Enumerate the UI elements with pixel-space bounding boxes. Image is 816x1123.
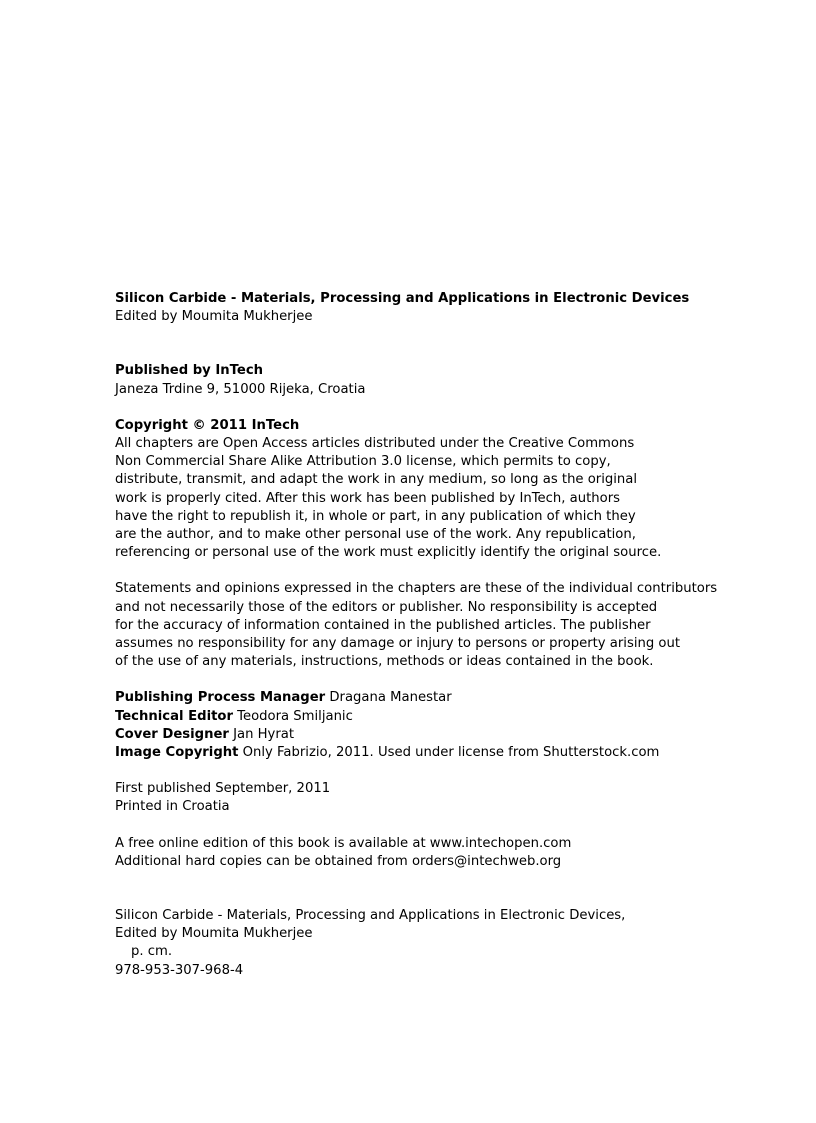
- first-published: First published September, 2011: [115, 781, 331, 797]
- copyright-line: All chapters are Open Access articles distributed under the Creative Commons: [115, 436, 635, 452]
- copyright-line: referencing or personal use of the work must explicitly identify the original source.: [115, 545, 662, 561]
- disclaimer-line: of the use of any materials, instructions, methods or ideas contained in the book.: [115, 654, 654, 670]
- disclaimer-line: Statements and opinions expressed in the chapters are these of the individual contributors: [115, 581, 718, 597]
- book-title: Silicon Carbide - Materials, Processing and Applications in Electronic Devices: [115, 291, 690, 306]
- credit-line: [115, 708, 755, 726]
- credits-section: [115, 689, 755, 762]
- copyright-line: are the author, and to make other personal use of the work. Any republication,: [115, 527, 636, 543]
- copyright-line: distribute, transmit, and adapt the work in any medium, so long as the original: [115, 472, 638, 488]
- catalog-title: Silicon Carbide - Materials, Processing and Applications in Electronic Devices,: [115, 908, 626, 924]
- availability-section: [115, 835, 755, 871]
- copyright-section: [115, 417, 755, 563]
- catalog-isbn: 978-953-307-968-4: [115, 962, 244, 978]
- credit-role: Technical Editor: [115, 708, 233, 724]
- disclaimer-line: assumes no responsibility for any damage or injury to persons or property arising out: [115, 636, 681, 652]
- credit-role: Cover Designer: [115, 726, 229, 742]
- credit-line: [115, 726, 755, 744]
- book-editor: Edited by Moumita Mukherjee: [115, 309, 313, 325]
- credit-name: Jan Hyrat: [228, 726, 295, 742]
- printed-in: Printed in Croatia: [115, 799, 230, 815]
- credit-role: Publishing Process Manager: [115, 690, 326, 706]
- copyright-heading: Copyright © 2011 InTech: [115, 417, 300, 433]
- disclaimer-line: for the accuracy of information contained in the published articles. The publisher: [115, 617, 651, 633]
- online-edition: A free online edition of this book is available at www.intechopen.com: [115, 835, 572, 851]
- copyright-page: [115, 290, 755, 980]
- credit-name: Only Fabrizio, 2011. Used under license from Shutterstock.com: [238, 745, 660, 761]
- credit-line: [115, 744, 755, 762]
- catalog-section: [115, 907, 755, 980]
- credit-line: [115, 689, 755, 707]
- publisher-address: Janeza Trdine 9, 51000 Rijeka, Croatia: [115, 381, 366, 397]
- disclaimer-section: [115, 580, 755, 671]
- credit-name: Dragana Manestar: [325, 690, 452, 706]
- copyright-line: Non Commercial Share Alike Attribution 3.0 license, which permits to copy,: [115, 454, 611, 470]
- publisher-heading: Published by InTech: [115, 363, 264, 379]
- publisher-info: [115, 362, 755, 398]
- credit-name: Teodora Smiljanic: [232, 708, 353, 724]
- publication-section: [115, 780, 755, 816]
- disclaimer-line: and not necessarily those of the editors or publisher. No responsibility is accepted: [115, 599, 658, 615]
- copyright-line: work is properly cited. After this work has been published by InTech, authors: [115, 490, 620, 506]
- copyright-line: have the right to republish it, in whole or part, in any publication of which they: [115, 508, 636, 524]
- credit-role: Image Copyright: [115, 745, 239, 761]
- book-info: [115, 290, 755, 326]
- catalog-pages: p. cm.: [131, 944, 173, 960]
- hard-copies: Additional hard copies can be obtained from orders@intechweb.org: [115, 853, 562, 869]
- catalog-editor: Edited by Moumita Mukherjee: [115, 926, 313, 942]
